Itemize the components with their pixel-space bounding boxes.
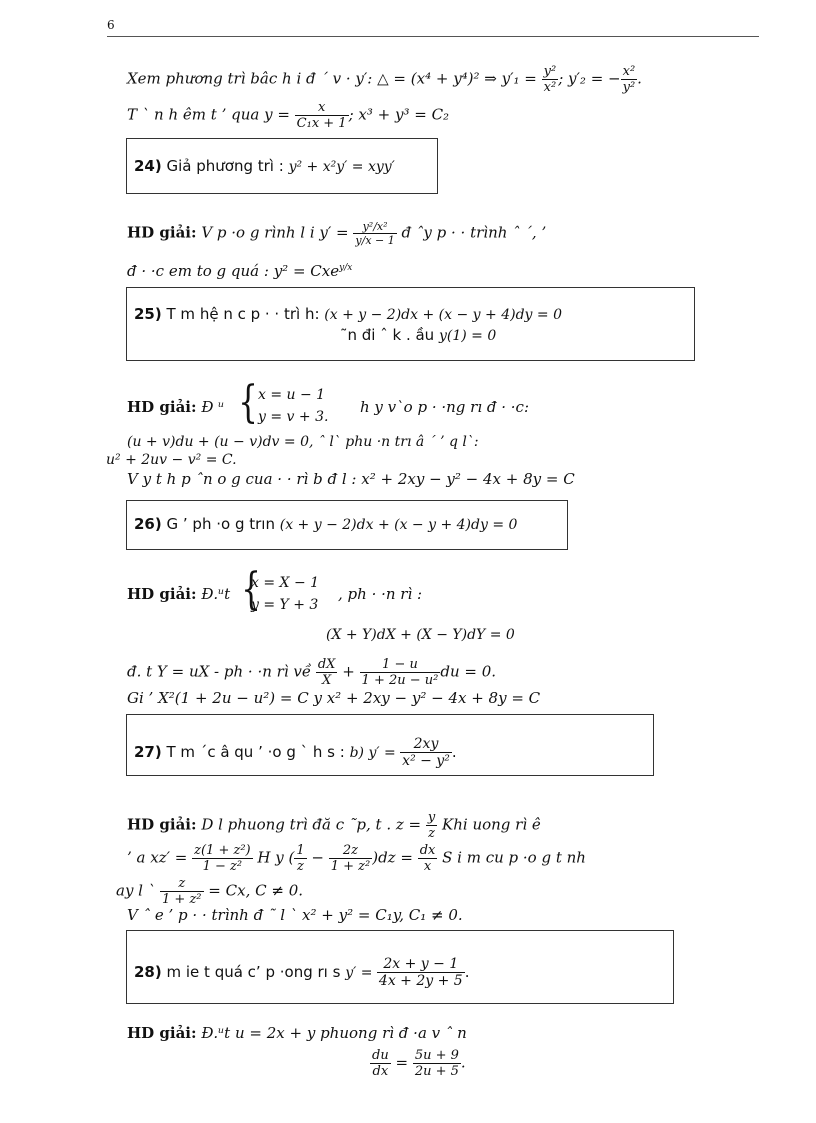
hd-25-line-2: (u + v)du + (u − v)dv = 0, ˆ l` phu ·n trı â ´ ’ q l`:: [127, 434, 479, 450]
fraction: $\frac{2z}{\text{1 + z²}}$: [330, 843, 371, 874]
problem-25: 25) T m hệ n c p · · trì h: (x + y − 2)dx + (x − y + 4)dy = 0: [134, 305, 562, 323]
fraction: $\frac{x}{\text{C₁x + 1}}$: [296, 100, 347, 131]
intro-line-2: T ` n h êm t ’ qua y = $\frac{x}{\text{C₁x + 1}}$ ; x³ + y³ = C₂: [127, 100, 450, 131]
fraction: $\frac{5u + 9}{2u + 5}$: [414, 1048, 459, 1079]
hd-25-line-1: HD giải: Đ ᵘ: [127, 398, 225, 416]
system-eq-2: y = Y + 3: [251, 597, 319, 613]
fraction: $\frac{dX}{X}$: [317, 657, 336, 688]
hd-25-line-3: u² + 2uv − v² = C.: [106, 452, 237, 468]
intro-text: Xem phương trì bâc h i đ ´ v · y′: △ = (x⁴ + y⁴)² ⇒ y′₁ =: [127, 69, 542, 88]
problem-25-box: [126, 287, 695, 361]
problem-27: 27) T m ´c â qu ’ ·o g ` h s : b) y′ = $\frac{2xy}{\text{x² − y²}}$ .: [134, 736, 457, 769]
hd-24-line-1: HD giải: V p ·o g rình l i y′ = $\frac{\text{y²/x²}}{y/x - 1}$ đ ˆy p · · trình ˆ ´, ’: [127, 220, 547, 247]
fraction: $\frac{1 - u}{\text{1 + 2u − u²}}$: [361, 657, 439, 688]
system-eq-1: x = u − 1: [258, 387, 326, 403]
fraction: $\frac{\text{z(1 + z²)}}{\text{1 − z²}}$: [194, 843, 251, 874]
intro-line-1: Xem phương trì bâc h i đ ´ v · y′: △ = (x⁴ + y⁴)² ⇒ y′₁ = $\frac{\text{y²}}{\text{x²}}$ ; y′₂ = − $\frac{\text{x²}}{\text{y²}}$ .: [127, 64, 642, 95]
fraction: $\frac{z}{\text{1 + z²}}$: [162, 876, 202, 907]
fraction: $\frac{y}{z}$: [427, 810, 436, 841]
hd-26-line-2: (X + Y)dX + (X − Y)dY = 0: [326, 627, 515, 643]
hd-27-line-1: HD giải: D l phuong trì đă c ˜p, t . z = $\frac{y}{z}$ Khi uong rì ê: [127, 810, 541, 841]
header-rule: [107, 36, 759, 37]
fraction: $\frac{2xy}{\text{x² − y²}}$: [402, 736, 450, 769]
system-brace: {: [241, 564, 261, 615]
hd-26-line-3: đ. t Y = uX - ph · ·n rì về $\frac{dX}{X}$ + $\frac{1 - u}{\text{1 + 2u − u²}}$ du = 0.: [127, 657, 497, 688]
system-eq-1: x = X − 1: [251, 575, 320, 591]
problem-28: 28) m ie t quá c’ p ·ong rı s y′ = $\frac{2x + y - 1}{4x + 2y + 5}$ .: [134, 956, 470, 989]
fraction: $\frac{\text{x²}}{\text{y²}}$: [622, 64, 636, 95]
hd-27-line-2: ’ a xz′ = $\frac{\text{z(1 + z²)}}{\text{1 − z²}}$ H y ( $\frac{1}{z}$ − $\frac{2z}{\text{1 + z²}}$ )dz = $\frac{dx}{x}$ S i m cu p ·o g t nh: [127, 843, 586, 874]
fraction: $\frac{\text{y²/x²}}{y/x - 1}$: [355, 220, 395, 247]
problem-24: 24) Giả phương trì : y² + x²y′ = xyy′: [134, 157, 395, 175]
hd-25-line-4: V y t h p ˆn o g cua · · rì b đ l : x² + 2xy − y² − 4x + 8y = C: [127, 470, 575, 488]
hd-28-line-1: HD giải: Đ.ᵘt u = 2x + y phuong rì đ ·a v ˆ n: [127, 1024, 467, 1042]
hd-26-line-4: Gi ’ X²(1 + 2u − u²) = C y x² + 2xy − y² − 4x + 8y = C: [127, 689, 541, 707]
page-number: 6: [107, 18, 115, 32]
problem-25-line-2: ˜n đi ˆ k . ầu y(1) = 0: [340, 326, 497, 344]
hd-label: HD giải:: [127, 223, 197, 242]
fraction: $\frac{\text{y²}}{\text{x²}}$: [543, 64, 557, 95]
hd-27-line-4: V ˆ e ’ p · · trình đ ˜ l ` x² + y² = C₁y, C₁ ≠ 0.: [127, 906, 463, 924]
system-brace: {: [238, 377, 258, 428]
fraction: $\frac{1}{z}$: [296, 843, 305, 874]
fraction: $\frac{2x + y - 1}{4x + 2y + 5}$: [378, 956, 463, 989]
problem-26: 26) G ’ ph ·o g trın (x + y − 2)dx + (x − y + 4)dy = 0: [134, 515, 518, 533]
hd-26-line-1b: , ph · ·n rì :: [338, 585, 423, 603]
system-eq-2: y = v + 3.: [258, 409, 329, 425]
hd-28-line-2: $\frac{du}{dx}$ = $\frac{5u + 9}{2u + 5}$ .: [372, 1048, 466, 1079]
hd-25-line-1b: h y v`o p · ·ng rı đ · ·c:: [360, 398, 530, 416]
hd-26-line-1: HD giải: Đ.ᵘt: [127, 585, 231, 603]
hd-27-line-3: ay l ` $\frac{z}{\text{1 + z²}}$ = Cx, C ≠ 0.: [116, 876, 304, 907]
fraction: $\frac{dx}{x}$: [419, 843, 436, 874]
hd-24-line-2: đ · ·c em to g quá : y² = Cxe$^{y/x}$: [127, 262, 353, 280]
fraction: $\frac{du}{dx}$: [372, 1048, 389, 1079]
